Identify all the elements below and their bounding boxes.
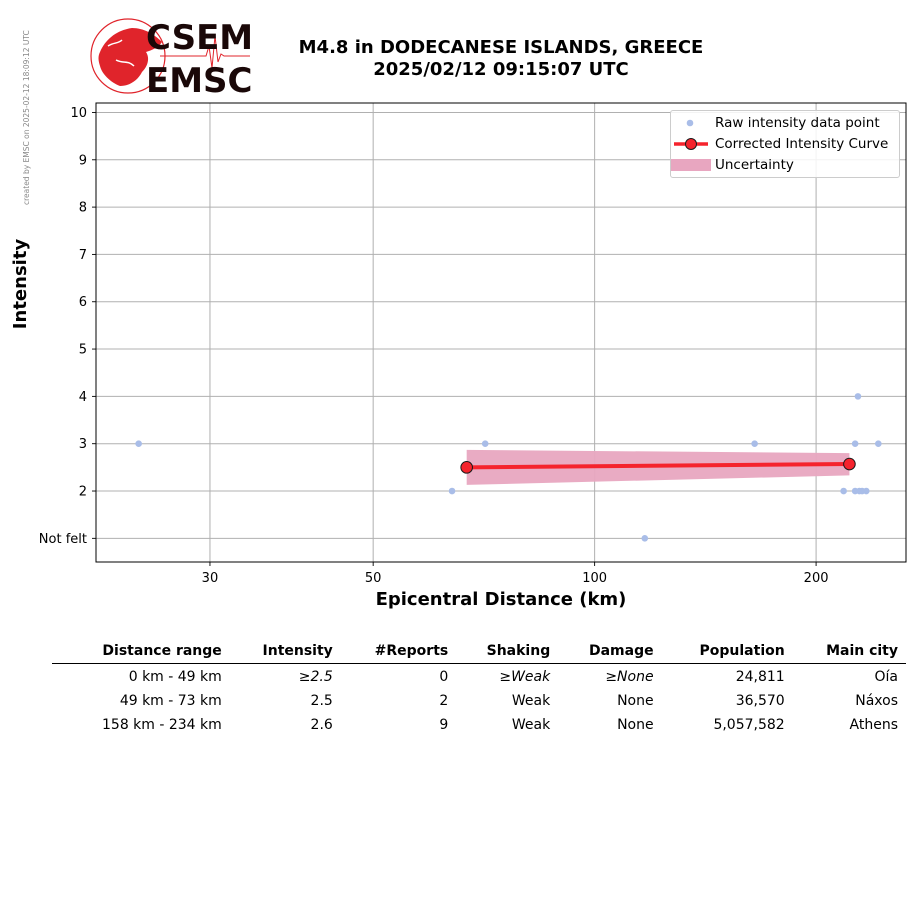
cell-shaking: ≥Weak [499, 668, 551, 685]
y-tick-label: 8 [78, 200, 87, 216]
cell-intensity: 2.6 [310, 716, 333, 733]
y-axis-label: Intensity [10, 238, 31, 330]
cell-distance-range: 158 km - 234 km [102, 716, 222, 733]
legend-label-uncertainty: Uncertainty [715, 157, 794, 173]
header-distance-range: Distance range [102, 643, 222, 659]
legend-label-corrected-curve: Corrected Intensity Curve [715, 136, 889, 152]
legend-uncertainty-swatch [671, 159, 711, 171]
legend-item-raw-points [671, 113, 899, 133]
chart-title-line1: M4.8 in DODECANESE ISLANDS, GREECE [298, 37, 704, 58]
chart-legend [670, 110, 900, 178]
cell-main-city: Athens [849, 716, 898, 733]
cell-distance-range: 49 km - 73 km [119, 692, 222, 709]
legend-label-raw-points: Raw intensity data point [715, 115, 880, 131]
y-tick-label: 7 [78, 247, 87, 263]
intensity-summary-table [52, 640, 906, 736]
cell-damage: None [617, 716, 654, 733]
cell-shaking: Weak [511, 692, 551, 709]
header-damage: Damage [588, 643, 654, 659]
curve-marker [844, 458, 856, 470]
cell-main-city: Oía [874, 668, 898, 685]
legend-curve-marker [686, 139, 697, 150]
raw-intensity-point [751, 440, 758, 447]
header-reports: #Reports [374, 643, 449, 659]
side-credit-text: created by EMSC on 2025-02-12 18:09:12 UTC [22, 30, 31, 205]
chart-title-line2: 2025/02/12 09:15:07 UTC [373, 59, 629, 80]
cell-population: 36,570 [735, 692, 785, 709]
cell-reports: 9 [439, 716, 449, 733]
table-row [52, 712, 906, 736]
raw-intensity-point [135, 440, 142, 447]
y-tick-label: Not felt [38, 531, 87, 547]
raw-intensity-point [482, 440, 489, 447]
curve-marker [461, 462, 473, 474]
cell-reports: 0 [439, 668, 449, 685]
table-header-row [52, 640, 906, 664]
cell-distance-range: 0 km - 49 km [128, 668, 222, 685]
cell-reports: 2 [439, 692, 449, 709]
legend-item-uncertainty [671, 155, 899, 175]
raw-intensity-point [855, 393, 862, 400]
cell-population: 5,057,582 [713, 716, 785, 733]
legend-raw-point-marker [687, 120, 694, 127]
cell-intensity: 2.5 [310, 692, 333, 709]
cell-damage: None [617, 692, 654, 709]
table-row [52, 688, 906, 712]
raw-intensity-point [875, 440, 882, 447]
logo-top-text: CSEM [146, 18, 254, 58]
raw-intensity-point [863, 488, 870, 495]
x-tick-label: 200 [803, 571, 829, 586]
raw-intensity-point [840, 488, 847, 495]
x-tick-label: 100 [582, 571, 608, 586]
cell-damage: ≥None [605, 668, 654, 685]
header-shaking: Shaking [486, 643, 551, 659]
y-tick-label: 10 [70, 105, 87, 121]
legend-item-corrected-curve [671, 134, 899, 154]
y-tick-label: 9 [78, 153, 87, 169]
raw-intensity-point [852, 440, 859, 447]
raw-intensity-point [449, 488, 456, 495]
y-tick-label: 3 [78, 437, 87, 453]
header-population: Population [699, 643, 785, 659]
x-tick-label: 30 [201, 571, 219, 586]
y-tick-label: 5 [78, 342, 87, 358]
cell-population: 24,811 [735, 668, 785, 685]
raw-intensity-point [641, 535, 648, 542]
header-intensity: Intensity [262, 643, 333, 659]
x-axis-label: Epicentral Distance (km) [375, 589, 627, 610]
y-tick-label: 4 [78, 389, 87, 405]
y-tick-label: 6 [78, 295, 87, 311]
cell-shaking: Weak [511, 716, 551, 733]
logo-bottom-text: EMSC [146, 61, 253, 98]
table-row [52, 664, 906, 689]
y-tick-label: 2 [78, 484, 87, 500]
cell-main-city: Náxos [855, 692, 898, 709]
header-main-city: Main city [826, 643, 898, 659]
cell-intensity: ≥2.5 [298, 668, 333, 685]
x-tick-label: 50 [364, 571, 382, 586]
